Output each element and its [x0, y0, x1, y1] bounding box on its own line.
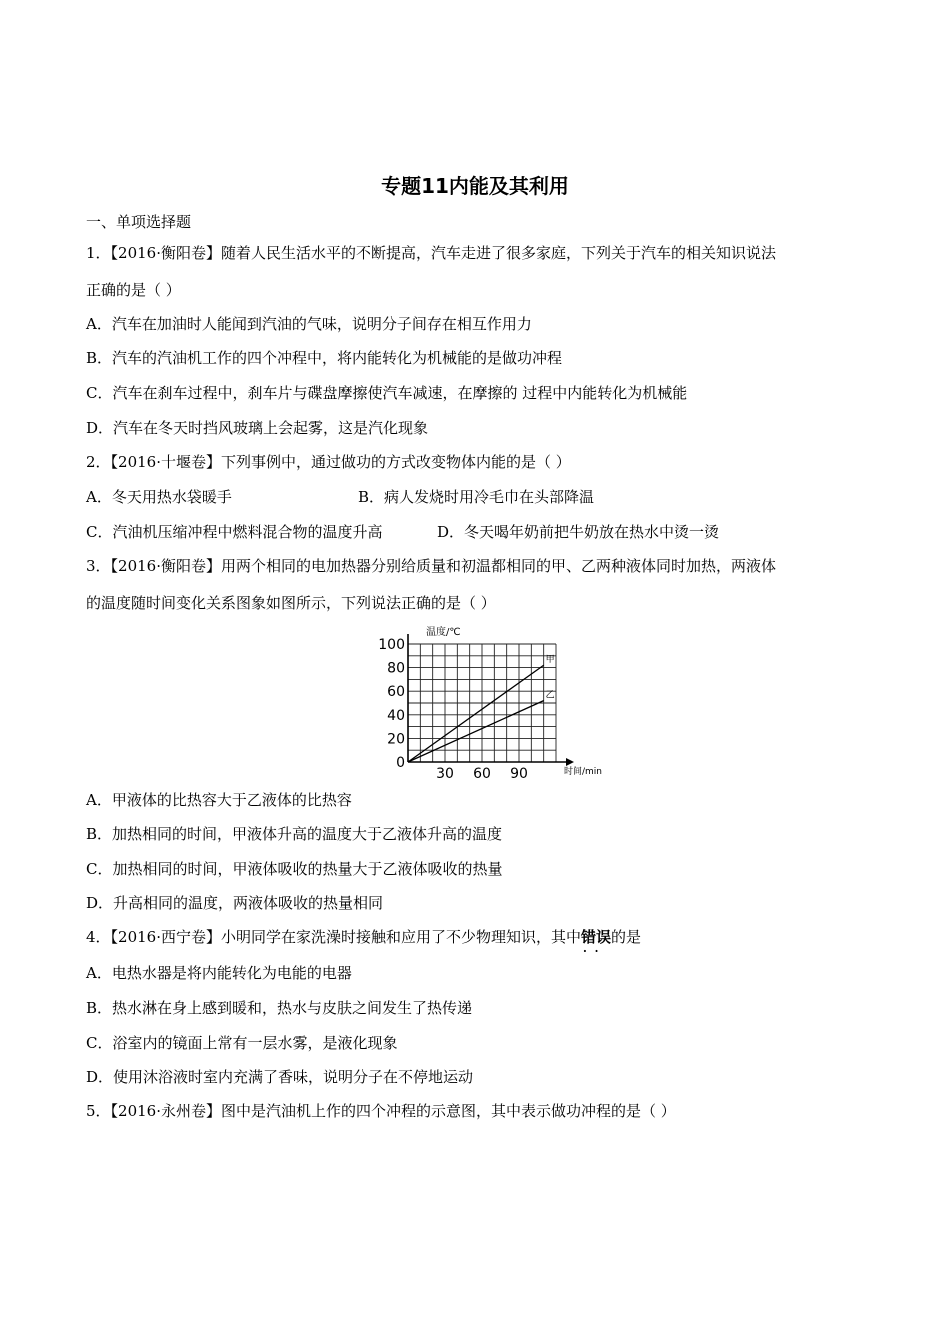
q3-stem-line2: 的温度随时间变化关系图象如图所示，下列说法正确的是（ ）	[86, 594, 496, 612]
q5-stem: 5．【2016·永州卷】图中是汽油机上作的四个冲程的示意图，其中表示做功冲程的是（ ）	[86, 1102, 676, 1120]
q4-stem-pre: 4．【2016·西宁卷】小明同学在家洗澡时接触和应用了不少物理知识，其中	[86, 928, 581, 946]
series-line-2	[408, 701, 544, 762]
x-tick-label: 30	[436, 766, 454, 782]
q4-stem-post: 的是	[611, 928, 642, 946]
q2-option-c: C．汽油机压缩冲程中燃料混合物的温度升高	[86, 523, 383, 541]
page-title: 专题11内能及其利用	[381, 174, 569, 198]
q2-option-b: B．病人发烧时用冷毛巾在头部降温	[358, 488, 595, 506]
q1-option-d: D．汽车在冬天时挡风玻璃上会起雾，这是汽化现象	[86, 419, 429, 437]
q1-option-a: A．汽车在加油时人能闻到汽油的气味，说明分子间存在相互作用力	[86, 315, 532, 333]
q2-stem: 2．【2016·十堰卷】下列事例中，通过做功的方式改变物体内能的是（ ）	[86, 453, 571, 471]
x-tick-label: 60	[473, 766, 491, 782]
q3-option-c: C．加热相同的时间，甲液体吸收的热量大于乙液体吸收的热量	[86, 860, 503, 878]
series-label-2: 乙	[545, 690, 555, 701]
q4-option-b: B．热水淋在身上感到暖和，热水与皮肤之间发生了热传递	[86, 999, 473, 1017]
q4-option-c: C．浴室内的镜面上常有一层水雾，是液化现象	[86, 1034, 398, 1052]
series-label-1: 甲	[545, 655, 555, 666]
y-axis-title: 温度/℃	[426, 627, 461, 638]
section-heading: 一、单项选择题	[86, 213, 192, 231]
q3-option-d: D．升高相同的温度，两液体吸收的热量相同	[86, 894, 384, 912]
q4-option-a: A．电热水器是将内能转化为电能的电器	[86, 964, 352, 982]
x-axis-title: 时间/min	[564, 767, 603, 777]
q3-stem-line1: 3．【2016·衡阳卷】用两个相同的电加热器分别给质量和初温都相同的甲、乙两种液体同时加热，两液体	[86, 557, 776, 575]
q1-option-b: B．汽车的汽油机工作的四个冲程中，将内能转化为机械能的是做功冲程	[86, 349, 563, 367]
y-tick-label: 80	[387, 660, 405, 677]
q4-option-d: D．使用沐浴液时室内充满了香味，说明分子在不停地运动	[86, 1068, 474, 1086]
q1-option-c: C．汽车在刹车过程中，刹车片与碟盘摩擦使汽车减速，在摩擦的 过程中内能转化为机械能	[86, 384, 688, 402]
q3-option-b: B．加热相同的时间，甲液体升高的温度大于乙液体升高的温度	[86, 825, 503, 843]
x-axis-arrow-icon	[566, 758, 574, 766]
q1-stem-line1: 1．【2016·衡阳卷】随着人民生活水平的不断提高，汽车走进了很多家庭，下列关于汽车的相关知识说法	[86, 244, 776, 262]
y-tick-label: 100	[378, 637, 405, 653]
q4-stem-emphasis: 错误 · ·	[581, 928, 611, 946]
y-tick-label: 20	[387, 731, 405, 748]
q4-stem	[86, 927, 641, 947]
y-tick-label: 0	[396, 755, 405, 771]
temperature-time-chart	[370, 626, 603, 782]
y-tick-label: 40	[387, 707, 405, 724]
q1-stem-line2: 正确的是（ ）	[86, 281, 181, 299]
y-tick-label: 60	[387, 684, 405, 701]
x-tick-label: 90	[510, 766, 528, 782]
q2-option-a: A．冬天用热水袋暖手	[86, 488, 232, 506]
q2-option-d: D．冬天喝年奶前把牛奶放在热水中烫一烫	[437, 523, 720, 541]
q3-option-a: A．甲液体的比热容大于乙液体的比热容	[86, 791, 352, 809]
